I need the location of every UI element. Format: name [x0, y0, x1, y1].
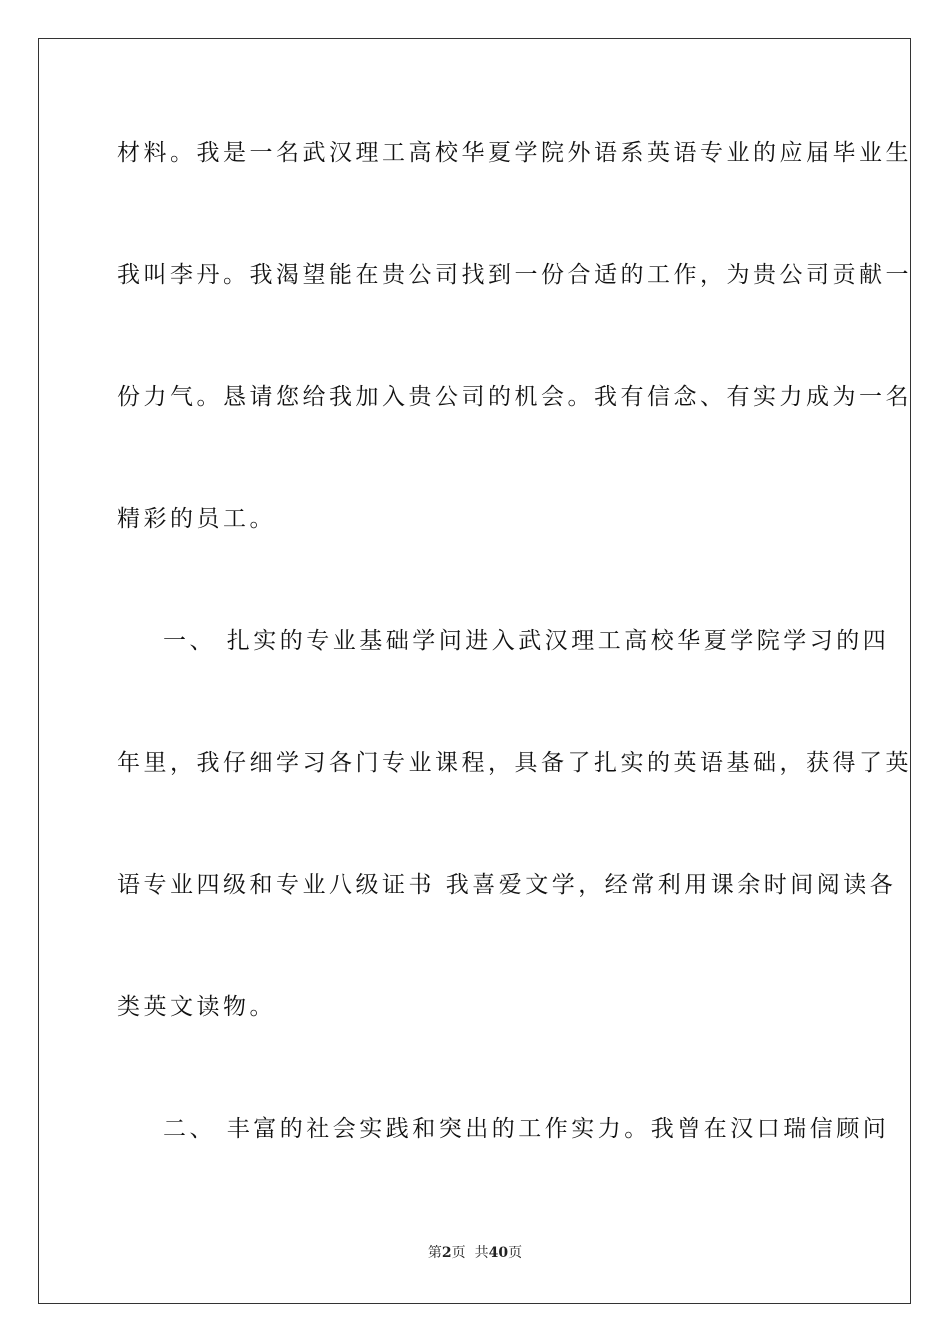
body-line: 二、 丰富的社会实践和突出的工作实力。我曾在汉口瑞信顾问 [163, 1116, 890, 1142]
footer-suffix: 页 [508, 1245, 523, 1261]
footer-mid: 页 共 [451, 1245, 489, 1261]
body-line: 类英文读物。 [117, 994, 276, 1020]
page-footer [0, 1244, 950, 1262]
body-line: 材料。我是一名武汉理工高校华夏学院外语系英语专业的应届毕业生 [117, 140, 912, 166]
body-line: 精彩的员工。 [117, 506, 276, 532]
footer-prefix: 第 [427, 1245, 442, 1261]
footer-page-number: 2 [441, 1245, 452, 1261]
footer-total-pages: 40 [488, 1245, 509, 1261]
body-line: 我叫李丹。我渴望能在贵公司找到一份合适的工作，为贵公司贡献一 [117, 262, 912, 288]
body-line: 份力气。恳请您给我加入贵公司的机会。我有信念、有实力成为一名 [117, 384, 912, 410]
body-line: 语专业四级和专业八级证书 我喜爱文学，经常利用课余时间阅读各 [117, 872, 897, 898]
body-line: 年里，我仔细学习各门专业课程，具备了扎实的英语基础，获得了英 [117, 750, 912, 776]
body-line: 一、 扎实的专业基础学问进入武汉理工高校华夏学院学习的四 [163, 628, 890, 654]
